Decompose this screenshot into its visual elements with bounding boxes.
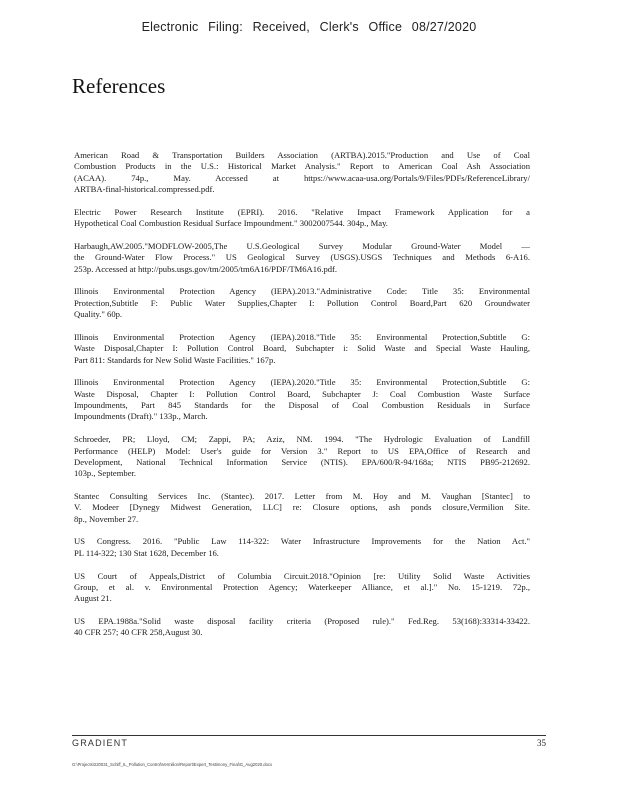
reference-line: Quality." 60p. — [74, 309, 123, 320]
reference-entry — [74, 571, 530, 605]
reference-line: August 21. — [74, 593, 112, 604]
reference-entry — [74, 536, 530, 559]
reference-entry — [74, 434, 530, 479]
reference-line: Combustion Products in the U.S.: Historical Market Analysis." Report to American Coal Ash Association — [74, 161, 530, 172]
reference-entry — [74, 150, 530, 195]
reference-line: Impoundments (Draft)." 133p., March. — [74, 411, 208, 422]
reference-entry — [74, 491, 530, 525]
reference-line: American Road & Transportation Builders Association (ARTBA).2015."Production and Use of Coal — [74, 150, 530, 160]
file-path: G:\Projects\220031_Schiff_IL_Pollution_Control\Vermilion\Report\Expert_Testimony_Final\G_Aug2020.docx — [72, 762, 273, 767]
reference-line: Waste Disposal,Chapter I: Pollution Control Board, Subchapter i: Solid Waste and Special Waste Hauling, — [74, 343, 530, 354]
reference-line: Illinois Environmental Protection Agency (IEPA).2013."Administrative Code: Title 35: Environmental — [74, 286, 530, 297]
reference-line: Harbaugh,AW.2005."MODFLOW-2005,The U.S.Geological Survey Modular Ground-Water Model — — [74, 240, 530, 251]
reference-entry — [74, 377, 530, 422]
company-logo: GRADIENT — [72, 738, 129, 748]
reference-line: US Court of Appeals,District of Columbia Circuit.2018."Opinion [re: Utility Solid Waste Activities — [74, 570, 530, 581]
reference-line: (ACAA). 74p., May. Accessed at https://www.acaa-usa.org/Portals/9/Files/PDFs/ReferenceLibrary/ — [74, 172, 530, 183]
reference-line: Electric Power Research Institute (EPRI). 2016. "Relative Impact Framework Application for a — [74, 206, 530, 217]
reference-line: Protection,Subtitle F: Public Water Supplies,Chapter I: Pollution Control Board,Part 620 Groundwater — [74, 297, 530, 308]
page-title: References — [72, 74, 166, 98]
reference-entry — [74, 286, 530, 320]
reference-line: Illinois Environmental Protection Agency (IEPA).2018."Title 35: Environmental Protection,Subtitle G: — [74, 331, 530, 342]
reference-entry — [74, 332, 530, 366]
reference-line: Stantec Consulting Services Inc. (Stantec). 2017. Letter from M. Hoy and M. Vaughan [Stantec] to — [74, 490, 530, 501]
footer-divider — [72, 735, 546, 736]
reference-line: Development, National Technical Information Service (NTIS). EPA/600/R-94/168a; NTIS PB95-212692. — [74, 456, 530, 467]
reference-line: 40 CFR 257; 40 CFR 258,August 30. — [74, 627, 203, 638]
reference-line: Part 811: Standards for New Solid Waste Facilities." 167p. — [74, 354, 276, 365]
reference-line: US Congress. 2016. "Public Law 114-322: Water Infrastructure Improvements for the Nation Act." — [74, 536, 530, 547]
reference-line: V. Modeer [Dynegy Midwest Generation, LLC] re: Closure options, ash ponds closure,Vermilion Site. — [74, 502, 530, 513]
references-list — [74, 150, 530, 650]
reference-line: 8p., November 27. — [74, 513, 139, 524]
electronic-filing-stamp: Electronic Filing: Received, Clerk's Office 08/27/2020 — [141, 20, 477, 34]
reference-line: Impoundments, Part 845 Standards for the Disposal of Coal Combustion Residuals in Surface — [74, 400, 530, 411]
reference-line: Schroeder, PR; Lloyd, CM; Zappi, PA; Aziz, NM. 1994. "The Hydrologic Evaluation of Landfill — [74, 434, 530, 445]
reference-line: US EPA.1988a."Solid waste disposal facility criteria (Proposed rule)." Fed.Reg. 53(168):33314-33422. — [74, 616, 530, 627]
reference-line: Illinois Environmental Protection Agency (IEPA).2020."Title 35: Environmental Protection,Subtitle G: — [74, 377, 530, 388]
reference-line: the Ground-Water Flow Process." US Geological Survey (USGS).USGS Techniques and Methods 6-A16. — [74, 252, 530, 263]
reference-entry — [74, 241, 530, 275]
reference-line: Waste Disposal, Chapter I: Pollution Control Board, Subchapter J: Coal Combustion Waste Surface — [74, 388, 530, 399]
reference-line: ARTBA-final-historical.compressed.pdf. — [74, 183, 215, 194]
reference-entry — [74, 207, 530, 230]
reference-line: PL 114-322; 130 Stat 1628, December 16. — [74, 547, 219, 558]
page-number: 35 — [537, 738, 546, 748]
reference-line: 103p., September. — [74, 468, 137, 479]
reference-line: 253p. Accessed at http://pubs.usgs.gov/tm/2005/tm6A16/PDF/TM6A16.pdf. — [74, 263, 338, 274]
reference-line: Performance (HELP) Model: User's guide for Version 3." Report to US EPA,Office of Research and — [74, 445, 530, 456]
reference-line: Group, et al. v. Environmental Protection Agency; Waterkeeper Alliance, et al.]." No. 15-1219. 72p., — [74, 581, 530, 592]
reference-line: Hypothetical Coal Combustion Residual Surface Impoundment." 3002007544. 304p., May. — [74, 218, 388, 229]
reference-entry — [74, 616, 530, 639]
